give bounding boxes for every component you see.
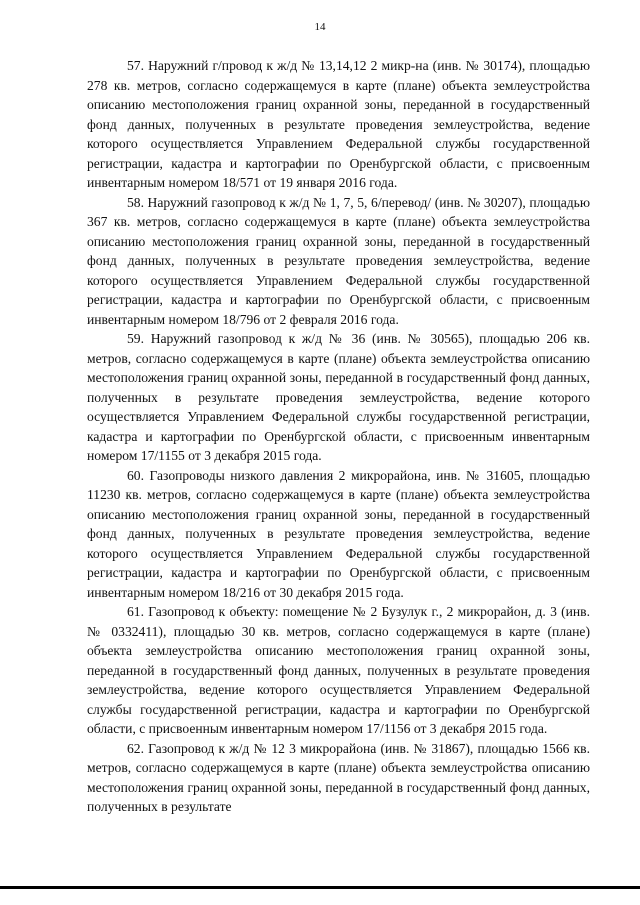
list-item-60: 60. Газопроводы низкого давления 2 микрорайона, инв. № 31605, площадью 11230 кв. метров, согласно содержащемуся в карте (плане) объекта землеустройства описанию местоположения границ охранной зоны, переданной в государственный фонд данных, полученных в результате проведения землеустройства, ведение которого осуществляется Управлением Федеральной службы государственной регистрации, кадастра и картографии по Оренбургской области, с присвоенным инвентарным номером 18/216 от 30 декабря 2015 года. — [87, 467, 590, 600]
page-bottom-rule — [0, 886, 640, 889]
page-number: 14 — [314, 21, 326, 33]
list-item-57: 57. Наружний г/провод к ж/д № 13,14,12 2 микр-на (инв. № 30174), площадью 278 кв. метров, согласно содержащемуся в карте (плане) объекта землеустройства описанию местоположения границ охранной зоны, переданной в государственный фонд данных, полученных в результате проведения землеустройства, ведение которого осуществляется Управлением Федеральной службы государственной регистрации, кадастра и картографии по Оренбургской области, с присвоенным инвентарным номером 18/571 от 19 января 2016 года. — [87, 58, 590, 190]
list-item-59: 59. Наружний газопровод к ж/д № 36 (инв. № 30565), площадью 206 кв. метров, согласно содержащемуся в карте (плане) объекта землеустройства описанию местоположения границ охранной зоны, переданной в государственный фонд данных, полученных в результате проведения землеустройства, ведение которого осуществляется Управлением Федеральной службы государственной регистрации, кадастра и картографии по Оренбургской области, с присвоенным инвентарным номером 17/1155 от 3 декабря 2015 года. — [87, 331, 590, 463]
list-item-62: 62. Газопровод к ж/д № 12 3 микрорайона (инв. № 31867), площадью 1566 кв. метров, согласно содержащемуся в карте (плане) объекта землеустройства описанию местоположения границ охранной зоны, переданной в государственный фонд данных, полученных в результате — [87, 740, 590, 814]
document-body — [87, 56, 590, 817]
list-item-61: 61. Газопровод к объекту: помещение № 2 Бузулук г., 2 микрорайон, д. 3 (инв. № 0332411), площадью 30 кв. метров, согласно содержащемуся в карте (плане) объекта землеустройства описанию местоположения границ охранной зоны, переданной в государственный фонд данных, полученных в результате проведения землеустройства, ведение которого осуществляется Управлением Федеральной службы государственной регистрации, кадастра и картографии по Оренбургской области, с присвоенным инвентарным номером 17/1156 от 3 декабря 2015 года. — [87, 604, 590, 736]
list-item-58: 58. Наружний газопровод к ж/д № 1, 7, 5, 6/перевод/ (инв. № 30207), площадью 367 кв. метров, согласно содержащемуся в карте (плане) объекта землеустройства описанию местоположения границ охранной зоны, переданной в государственный фонд данных, полученных в результате проведения землеустройства, ведение которого осуществляется Управлением Федеральной службы государственной регистрации, кадастра и картографии по Оренбургской области, с присвоенным инвентарным номером 18/796 от 2 февраля 2016 года. — [87, 194, 590, 327]
